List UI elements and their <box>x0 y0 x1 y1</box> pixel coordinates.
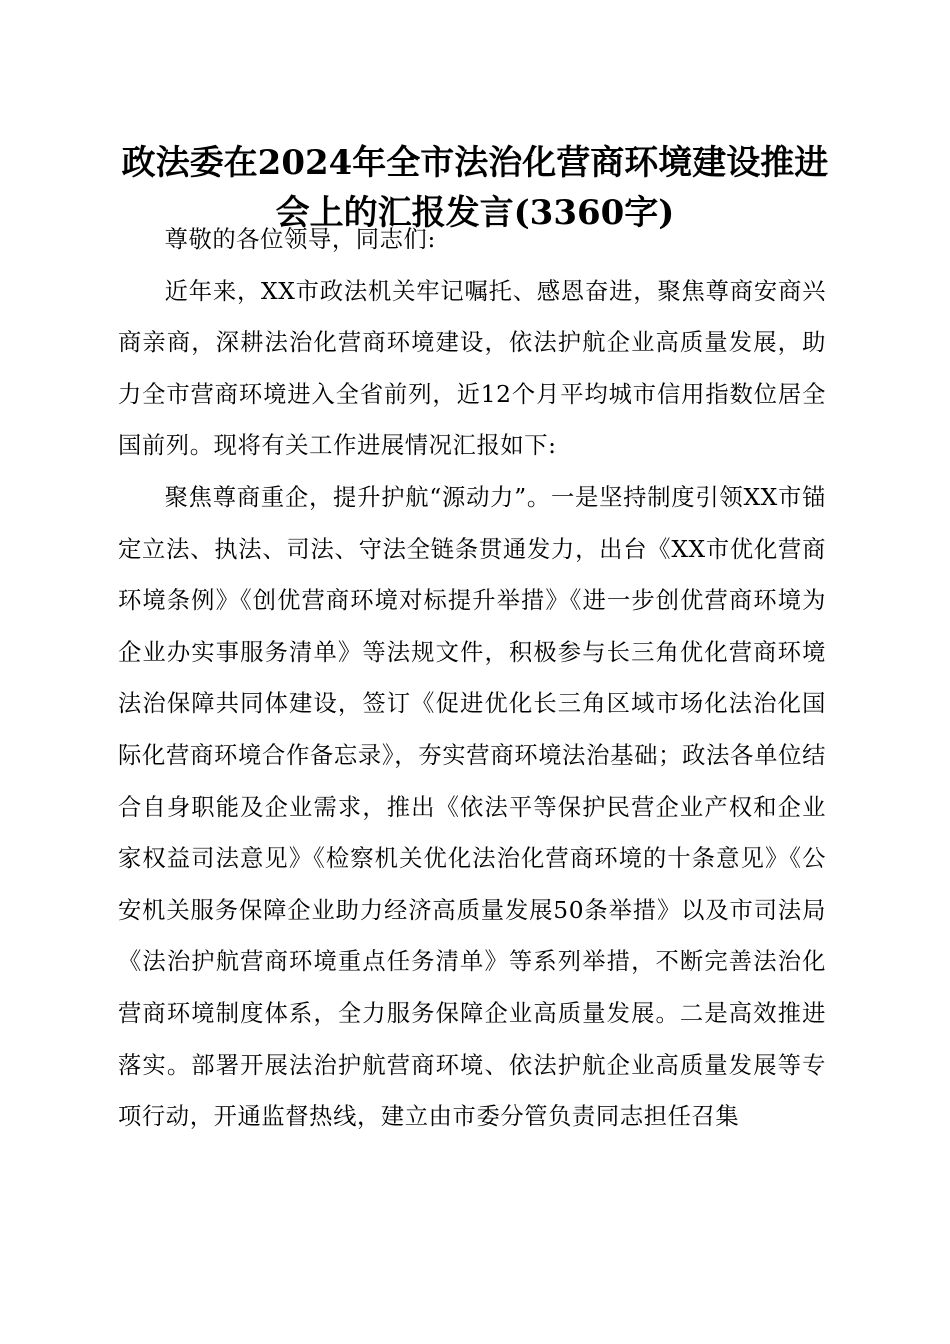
intro-paragraph: 近年来，XX市政法机关牢记嘱托、感恩奋进，聚焦尊商安商兴商亲商，深耕法治化营商环境建设，依法护航企业高质量发展，助力全市营商环境进入全省前列，近12个月平均城市信用指数位居全国前列。现将有关工作进展情况汇报如下: <box>118 277 826 460</box>
section-paragraph: 聚焦尊商重企，提升护航“源动力”。一是坚持制度引领XX市锚定立法、执法、司法、守法全链条贯通发力，出台《XX市优化营商环境条例》《创优营商环境对标提升举措》《进一步创优营商环境为企业办实事服务清单》等法规文件，积极参与长三角优化营商环境法治保障共同体建设，签订《促进优化长三角区域市场化法治化国际化营商环境合作备忘录》，夯实营商环境法治基础；政法各单位结合自身职能及企业需求，推出《依法平等保护民营企业产权和企业家权益司法意见》《检察机关优化法治化营商环境的十条意见》《公安机关服务保障企业助力经济高质量发展50条举措》以及市司法局《法治护航营商环境重点任务清单》等系列举措，不断完善法治化营商环境制度体系，全力服务保障企业高质量发展。二是高效推进落实。部署开展法治护航营商环境、依法护航企业高质量发展等专项行动，开通监督热线，建立由市委分管负责同志担任召集 <box>118 483 826 1131</box>
document-title: 政法委在2024年全市法治化营商环境建设推进会上的汇报发言(3360字) <box>121 143 829 233</box>
salutation-paragraph: 尊敬的各位领导，同志们: <box>164 226 436 253</box>
document-body <box>118 214 826 1143</box>
